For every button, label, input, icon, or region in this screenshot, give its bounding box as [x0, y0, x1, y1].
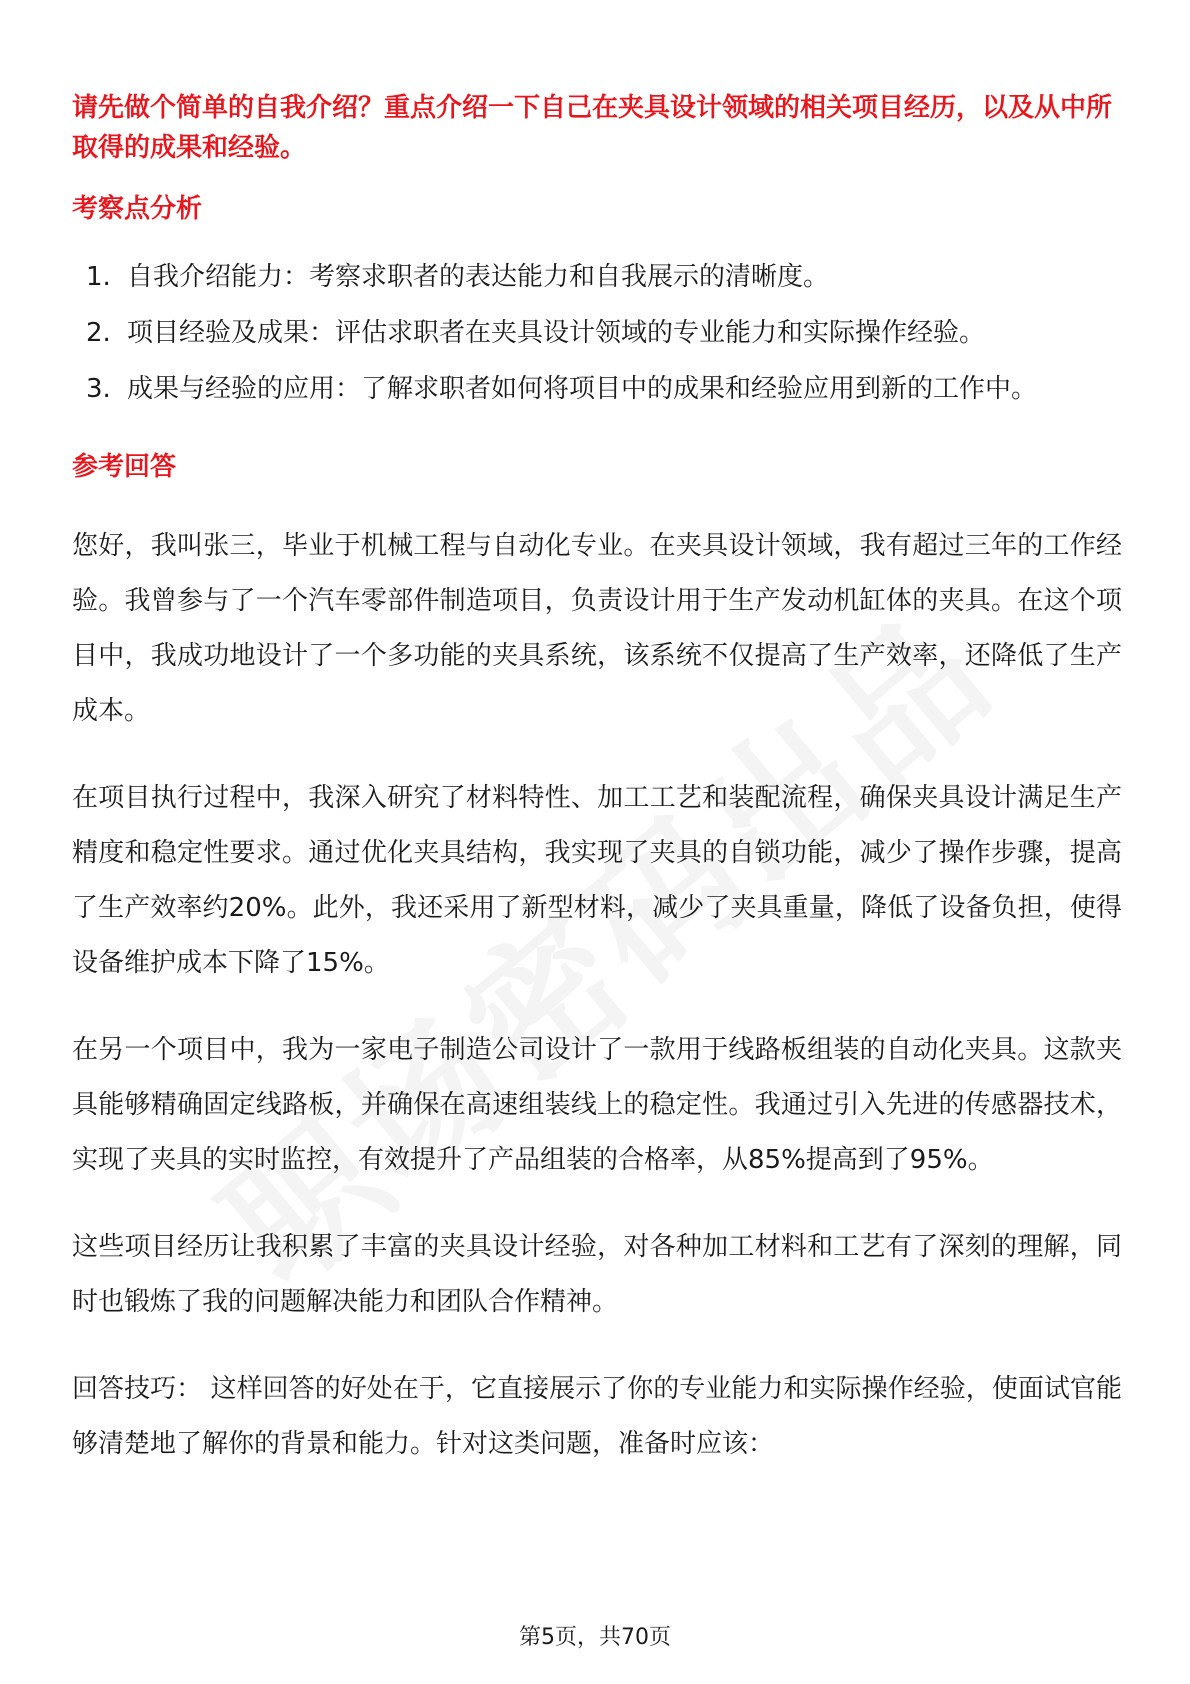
analysis-item-text: 自我介绍能力：考察求职者的表达能力和自我展示的清晰度。 [127, 262, 830, 292]
page-content [72, 88, 1122, 1472]
analysis-item [72, 361, 1157, 417]
analysis-item-text: 成果与经验的应用：了解求职者如何将项目中的成果和经验应用到新的工作中。 [127, 374, 1038, 404]
answer-paragraph: 在另一个项目中，我为一家电子制造公司设计了一款用于线路板组装的自动化夹具。这款夹具能够精确固定线路板，并确保在高速组装线上的稳定性。我通过引入先进的传感器技术，实现了夹具的实时监控，有效提升了产品组装的合格率，从85%提高到了95%。 [72, 1035, 1122, 1175]
analysis-item-number: 3. [86, 374, 111, 404]
answer-paragraph: 这些项目经历让我积累了丰富的夹具设计经验，对各种加工材料和工艺有了深刻的理解，同时也锻炼了我的问题解决能力和团队合作精神。 [72, 1232, 1122, 1317]
analysis-heading: 考察点分析 [72, 194, 203, 224]
analysis-item-text: 项目经验及成果：评估求职者在夹具设计领域的专业能力和实际操作经验。 [127, 318, 986, 348]
interview-question: 请先做个简单的自我介绍？重点介绍一下自己在夹具设计领域的相关项目经历，以及从中所取得的成果和经验。 [72, 93, 1113, 163]
answer-paragraph: 您好，我叫张三，毕业于机械工程与自动化专业。在夹具设计领域，我有超过三年的工作经验。我曾参与了一个汽车零部件制造项目，负责设计用于生产发动机缸体的夹具。在这个项目中，我成功地设计了一个多功能的夹具系统，该系统不仅提高了生产效率，还降低了生产成本。 [72, 531, 1122, 726]
analysis-item [72, 249, 1157, 305]
analysis-item-number: 2. [86, 318, 111, 348]
reference-heading: 参考回答 [72, 452, 177, 482]
answer-tips-paragraph: 回答技巧： 这样回答的好处在于，它直接展示了你的专业能力和实际操作经验，使面试官能够清楚地了解你的背景和能力。针对这类问题，准备时应该： [72, 1374, 1122, 1459]
analysis-item [72, 305, 1157, 361]
answer-paragraph: 在项目执行过程中，我深入研究了材料特性、加工工艺和装配流程，确保夹具设计满足生产精度和稳定性要求。通过优化夹具结构，我实现了夹具的自锁功能，减少了操作步骤，提高了生产效率约20%。此外，我还采用了新型材料，减少了夹具重量，降低了设备负担，使得设备维护成本下降了15%。 [72, 783, 1122, 978]
page-number-footer: 第5页，共70页 [519, 1625, 671, 1650]
analysis-list [72, 249, 1122, 417]
analysis-item-number: 1. [86, 262, 111, 292]
